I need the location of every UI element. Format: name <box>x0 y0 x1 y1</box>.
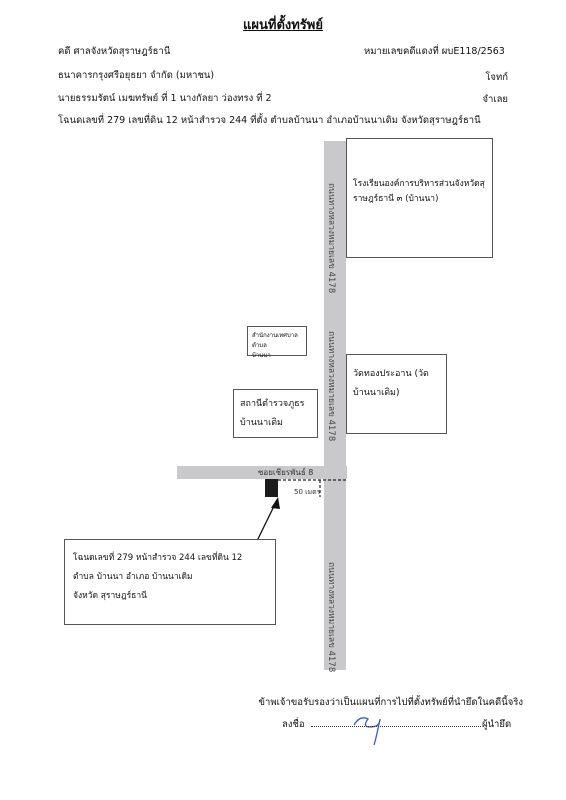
land-label-line: จังหวัด สุราษฎร์ธานี <box>73 591 147 601</box>
deed-description: โฉนดเลขที่ 279 เลขที่ดิน 12 หน้าสำรวจ 244 ที่ตั้ง ตำบลบ้านนา อำเภอบ้านนาเดิม จังหวัดสุราษฎร์ธานี <box>58 115 481 126</box>
plaintiff-role: โจทก์ <box>485 72 508 83</box>
side-road-label: ซอยเชียรพันธ์ 8 <box>258 468 314 477</box>
defendant-names: นายธรรมรัตน์ เมฆทรัพย์ ที่ 1 นางกัลยา ว่องทรง ที่ 2 <box>58 93 272 104</box>
school-label-line: ราษฎร์ธานี ๓ (บ้านนา) <box>353 194 439 204</box>
main-road-label: ถนนทางหลวงหมายเลข 4178 <box>326 562 336 673</box>
signer-role: ผู้นำยึด <box>482 719 512 730</box>
certification-statement: ข้าพเจ้าขอรับรองว่าเป็นแผนที่การไปที่ตั้งทรัพย์ที่นำยึดในคดีนี้จริง <box>258 697 523 708</box>
office-label-line: สำนักงานเทศบาลตำบล <box>252 332 298 349</box>
defendant-role: จำเลย <box>482 94 508 105</box>
plaintiff-name: ธนาคารกรุงศรีอยุธยา จำกัด (มหาชน) <box>58 70 215 81</box>
signature-line <box>311 726 481 727</box>
school-label-line: โรงเรียนองค์การบริหารส่วนจังหวัดสุ <box>353 179 485 189</box>
land-label-line: โฉนดเลขที่ 279 หน้าสำรวจ 244 เลขที่ดิน 12 <box>73 553 243 563</box>
main-road-label: ถนนทางหลวงหมายเลข 4178 <box>326 331 336 442</box>
office-label-line: บ้านนา <box>252 352 271 359</box>
signature-mark <box>354 718 380 745</box>
case-number: หมายเลขคดีแดงที่ ผบE118/2563 <box>364 46 505 57</box>
land-label-line: ตำบล บ้านนา อำเภอ บ้านนาเดิม <box>73 572 193 582</box>
temple-label-line: บ้านนาเดิม) <box>353 388 400 398</box>
case-court: คดี ศาลจังหวัดสุราษฎร์ธานี <box>58 46 171 57</box>
main-road-label: ถนนทางหลวงหมายเลข 4178 <box>326 183 336 294</box>
temple-label-line: วัดทองประอาน (วัด <box>353 369 429 379</box>
document-title: แผนที่ตั้งทรัพย์ <box>243 18 323 33</box>
pointer-arrow-head <box>271 497 280 509</box>
signature-label: ลงชื่อ <box>282 719 305 730</box>
police-label-line: สถานีตำรวจภูธร <box>240 399 305 409</box>
distance-label: 50 เมตร <box>294 488 321 496</box>
land-deed-box <box>64 539 276 625</box>
police-label-line: บ้านนาเดิม <box>240 418 283 428</box>
